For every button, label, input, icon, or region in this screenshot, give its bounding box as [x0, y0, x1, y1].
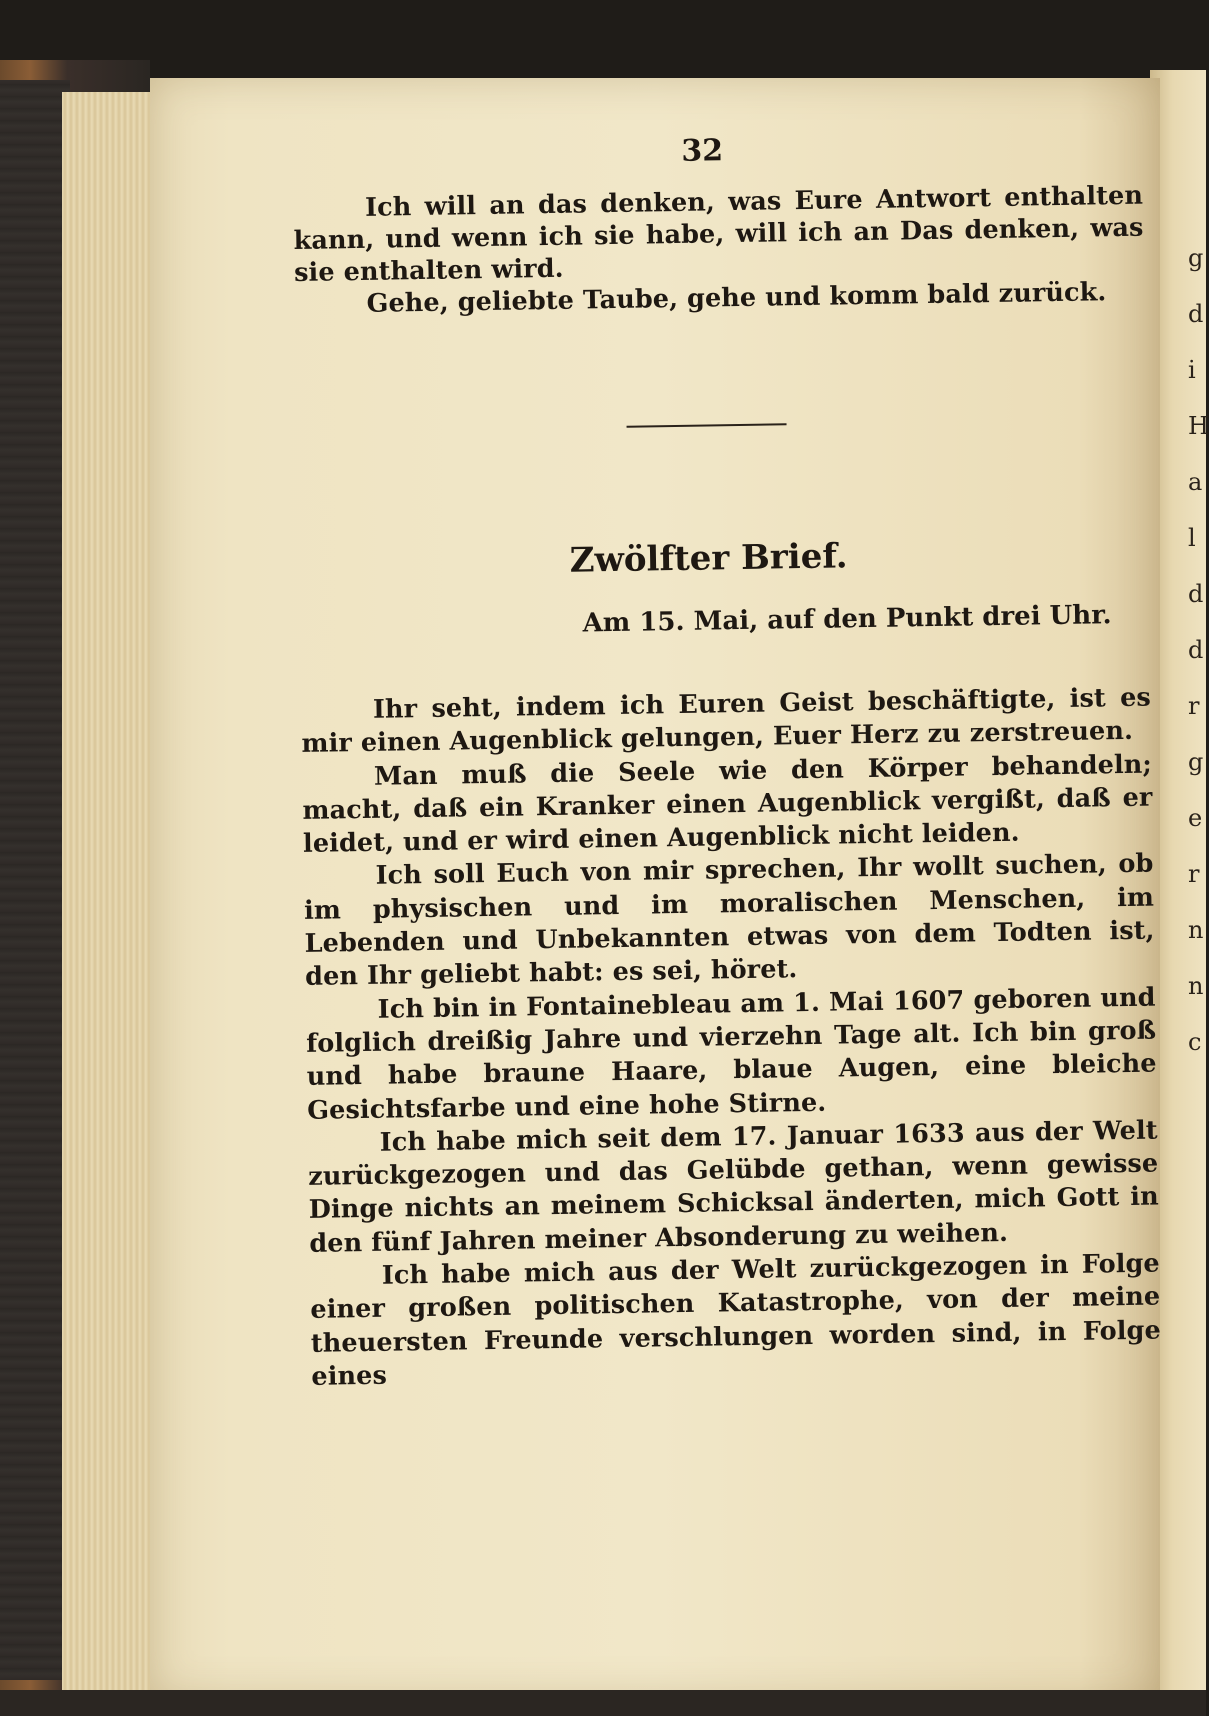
margin-fragment: n — [1188, 972, 1204, 1000]
paragraph: Gehe, geliebte Taube, gehe und komm bald zurück. — [366, 277, 1107, 319]
margin-fragment: n — [1188, 916, 1204, 944]
paragraph: Ich soll Euch von mir sprechen, Ihr wollt suchen, ob im physischen und im moralischen Menschen, im Lebenden und Unbekannten etwas von dem Todten ist, den Ihr geliebt habt: es sei, höret. — [303, 849, 1155, 993]
facing-page-fragments — [1188, 230, 1209, 1070]
section-divider — [627, 423, 787, 428]
page-text — [292, 127, 1162, 1394]
margin-fragment: H — [1188, 412, 1209, 440]
margin-fragment: l — [1188, 524, 1196, 552]
paragraph: Ihr seht, indem ich Euren Geist beschäftigte, ist es mir einen Augenblick gelungen, Euer Herz zu zerstreuen. — [301, 682, 1152, 760]
margin-fragment: d — [1188, 300, 1204, 328]
margin-fragment: g — [1188, 244, 1204, 272]
page-number: 32 — [681, 133, 724, 169]
letter-dateline: Am 15. Mai, auf den Punkt drei Uhr. — [582, 600, 1112, 639]
margin-fragment: g — [1188, 748, 1204, 776]
book-spine-cloth — [0, 80, 70, 1680]
margin-fragment: i — [1188, 356, 1196, 384]
paragraph: Ich bin in Fontainebleau am 1. Mai 1607 geboren und folglich dreißig Jahre und vierzehn Tage alt. Ich bin groß und habe braune Haare, blaue Augen, eine bleiche Gesichtsfarbe und eine hohe Stirne. — [305, 982, 1157, 1126]
margin-fragment: e — [1188, 804, 1203, 832]
paragraph: Ich habe mich aus der Welt zurückgezogen in Folge einer großen politischen Katastrophe, von der meine theuersten Freunde verschlungen worden sind, in Folge eines — [310, 1248, 1162, 1392]
paragraph: Ich will an das denken, was Eure Antwort enthalten kann, und wenn ich sie habe, will ich an Das denken, was sie enthalten wird. — [293, 180, 1144, 288]
letter-body — [301, 682, 1162, 1394]
letter-heading: Zwölfter Brief. — [569, 536, 848, 581]
margin-fragment: a — [1188, 468, 1203, 496]
paragraph: Ich habe mich seit dem 17. Januar 1633 aus der Welt zurückgezogen und das Gelübde gethan, wenn gewisse Dinge nichts an meinem Schicksal änderten, mich Gott in den fünf Jahren meiner Absonderung zu weihen. — [308, 1115, 1159, 1259]
margin-fragment: c — [1188, 1028, 1202, 1056]
margin-fragment: d — [1188, 580, 1204, 608]
book-bottom-edge — [0, 1690, 1206, 1716]
margin-fragment: r — [1188, 692, 1200, 720]
margin-fragment: r — [1188, 860, 1200, 888]
margin-fragment: d — [1188, 636, 1204, 664]
paragraph: Man muß die Seele wie den Körper behandeln; macht, daß ein Kranker einen Augenblick vergißt, daß er leidet, und er wird einen Augenblick nicht leiden. — [302, 749, 1153, 860]
